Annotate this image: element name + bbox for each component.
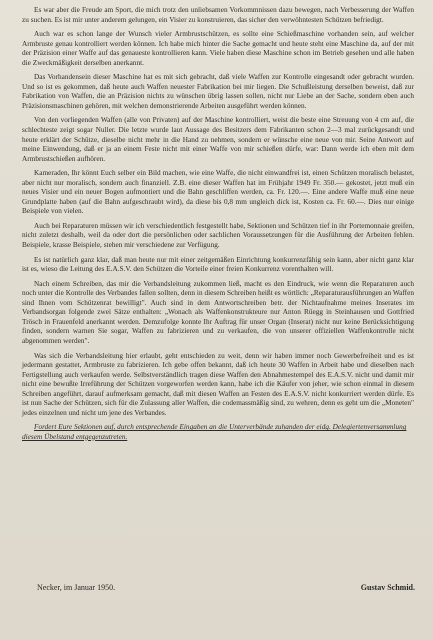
paragraph-sport-visier: Es war aber die Freude am Sport, die mich trotz den unliebsamen Vorkommnissen dazu bewegen, nach Verbesserung der Waffen zu suchen. Es ist mir unter anderem gelungen, ein Visier zu konstruieren, das sicher den verwöhntesten Schützen befriedigt. bbox=[22, 6, 414, 24]
paragraph-streuung: Von den vorliegenden Waffen (alle von Privaten) auf der Maschine kontrolliert, weist die beste eine Streuung von 4 cm auf, die schlechteste zeigt sogar Nuller. Die letzte wurde laut Aussage des Besitzers dem Fabrikanten schon 2—3 mal zurückgesandt und heute erklärt der Schütze, dieselbe nicht mehr in die Hand zu nehmen, sondern er wünsche eine neue von mir. Seine Antwort auf meine Einwendung, daß er ja an einem Feste nicht mit einer Waffe von mir schießen dürfe, war: Dann werde ich eben mit dem Armbrustschießen aufhören. bbox=[22, 116, 414, 163]
signer-name: Gustav Schmid. bbox=[360, 583, 415, 592]
paragraph-reparaturen: Auch bei Reparaturen müssen wir ich verschiedentlich festgestellt habe, Sektionen und Schützen tief in ihr Portemonnaie greifen, nicht zuletzt deshalb, weil da oder dort die persönlichen oder sachlichen Voraussetzungen für die Ausführung der Arbeiten fehlen. Beispiele, krasse Beispiele, stehen mir verschiedene zur Verfügung. bbox=[22, 221, 414, 250]
signature-block bbox=[37, 583, 415, 592]
paragraph-schiessmaschine: Auch war es schon lange der Wunsch vieler Armbrustschützen, es sollte eine Schießmaschine vorhanden sein, auf welcher Armbruste genau kontrolliert werden können. Ich habe mich hinter die Sache gemacht und heute steht eine Maschine da, auf der mit der Präzision einer Waffe auf das genaueste kontrollieren kann. Viele haben diese Maschine schon im Betrieb gesehen und alle haben die Zweckmäßigkeit derselben anerkannt. bbox=[22, 30, 414, 67]
paragraph-gewerbefreiheit: Was sich die Verbandsleitung hier erlaubt, geht entschieden zu weit, denn wir haben immer noch Gewerbefreiheit und es ist jedermann gestattet, Armbruste zu fabrizieren. Ich gebe offen bekannt, daß ich heute 30 Waffen in Arbeit habe und dieselben nach Fertigstellung auch verkaufen werde. Selbstverständlich tragen diese Waffen den Abnahmestempel des E.A.S.V. nicht und damit mir nicht eine bewußte Irreführung der Schützen vorgeworfen werden kann, habe ich die Käufer von jeher, wie schon einmal in diesem Schreiben angeführt, darauf aufmerksam gemacht, daß mit diesen Waffen an Festen des E.A.S.V. nicht konkurriert werden dürfe. Es ist nun Sache der Schützen, sich für die Zulassung aller Waffen, die codemassmäßig sind, zu wehren, denn es geht um die „Moneten" jedes einzelnen und nicht um jene des Verbandes. bbox=[22, 351, 414, 417]
paragraph-kameraden: Kameraden, Ihr könnt Euch selber ein Bild machen, wie eine Waffe, die nicht einwandfrei ist, einen Schützen moralisch belastet, aber nicht nur moralisch, sondern auch finanziell. Z.B. eine dieser Waffen hat im Frühjahr 1949 Fr. 350.— gekostet, jetzt muß ein neues Visier und ein neuer Bogen aufmontiert und die Bahn geschliffen werden, ca. Fr. 120.—. Eine andere Waffe muß eine neue Grundplatte haben (auf die Bahn aufgeschraubt wird), da diese bis 0,8 mm ungleich dick ist, Kosten ca. Fr. 60.—. Dies nur einige Beispiele von vielen. bbox=[22, 169, 414, 216]
place-date: Necker, im Januar 1950. bbox=[37, 583, 116, 592]
closing-statement: Fordert Eure Sektionen auf, durch entsprechende Eingaben an die Unterverbände zuhanden der eidg. Delegiertenversammlung diesem Übelstand entgegenzutreten. bbox=[22, 423, 407, 441]
paragraph-kontrolle: Das Vorhandensein dieser Maschine hat es mit sich gebracht, daß viele Waffen zur Kontrolle eingesandt oder gebracht wurden. Und so ist es gekommen, daß heute auch Waffen neuester Fabrikation bei mir liegen. Die Schußleistung derselben beweist, daß zur Fabrikation von Waffen, die an Präzision nichts zu wünschen übrig lassen sollen, nicht nur Liebe an der Sache, sondern eben auch Präzisionsmaschinen gehören, mit welchen demonstrierende Arbeiten ausgeführt werden können. bbox=[22, 73, 414, 110]
paragraph-verbandsleitung: Nach einem Schreiben, das mir die Verbandsleitung zukommen ließ, macht es den Eindruck, wie wenn die Reparaturen auch noch unter die Kontrolle des Verbandes fallen sollten, denn in diesem Schreiben heißt es wörtlich: „Reparaturausführungen an Waffen sind Ihnen vom Schützenrat bewilligt". Auch sind in dem Antwortschreiben betr. der Nichtaufnahme meines Inserates im Verbandsorgan folgende zwei Sätze enthalten: „Wonach als Waffenkonstrukteure nur Anton Rüegg in Steinhausen und Gottfried Trösch in Frauenfeld anerkannt werden. Demzufolge konnte Ihr Auftrag für unser Organ (Inserat) nicht nur keine Berücksichtigung finden, sondern warnen Sie sogar, Waffen zu fabrizieren und zu verkaufen, die von unserer offiziellen Waffenkontrolle nicht abgenommen werden". bbox=[22, 279, 414, 345]
paragraph-konkurrenz: Es ist natürlich ganz klar, daß man heute nur mit einer zeitgemäßen Einrichtung konkurrenzfähig sein kann, aber nicht ganz klar ist es, wieso die Leitung des E.A.S.V. den Schützen die Vorteile einer freien Konkurrenz vorenthalten will. bbox=[22, 255, 414, 274]
letter-body bbox=[22, 6, 414, 447]
